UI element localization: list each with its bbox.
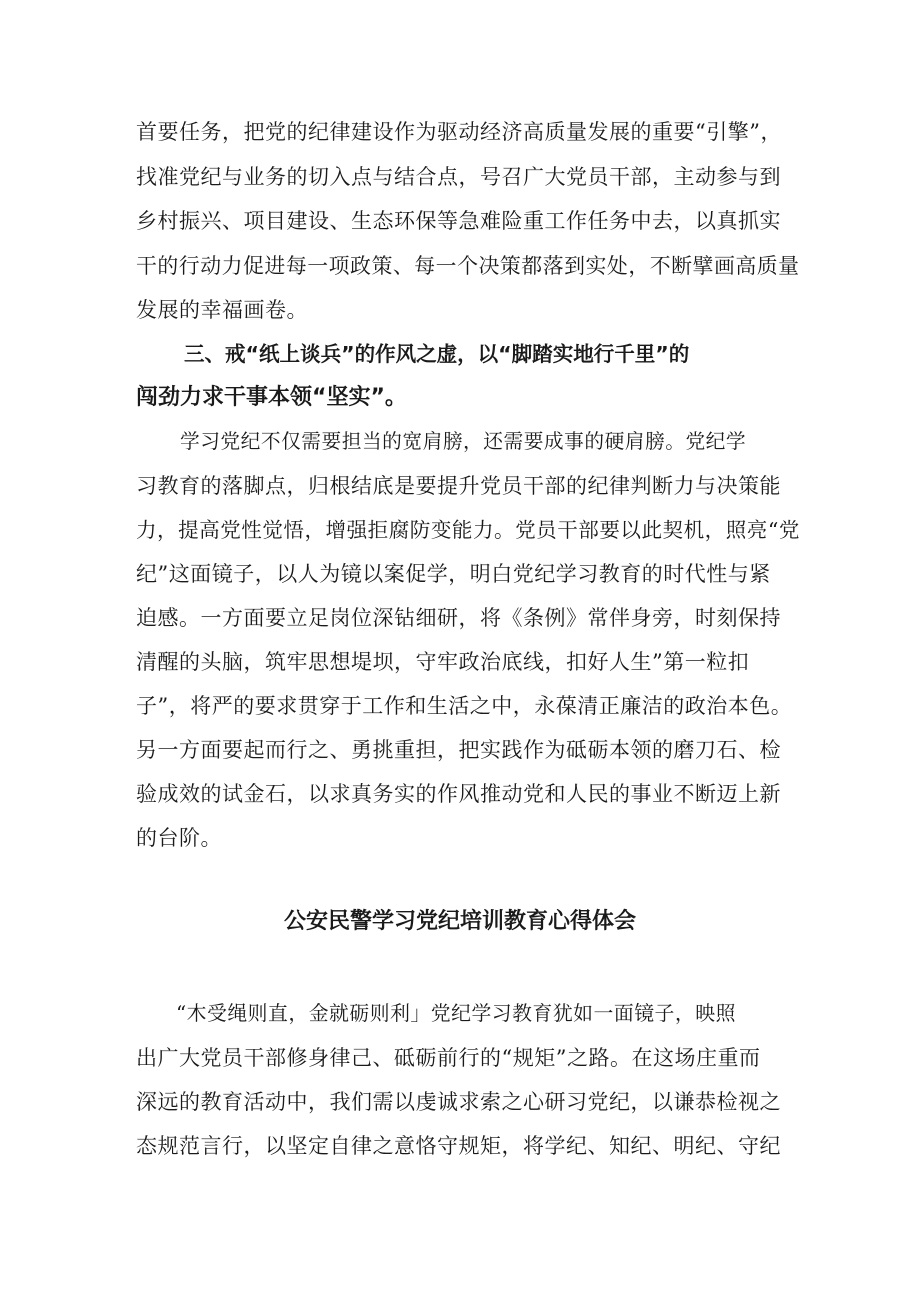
para2-line-1: 学习党纪不仅需要担当的宽肩膀，还需要成事的硬肩膀。党纪学 bbox=[180, 430, 747, 453]
para3-line-1: “木受绳则直，金就砺则利」党纪学习教育犹如一面镜子，映照 bbox=[176, 1002, 736, 1025]
para2-line-7: 子”，将严的要求贯穿于工作和生活之中，永葆清正廉洁的政治本色。 bbox=[136, 694, 793, 718]
para2-line-8: 另一方面要起而行之、勇挑重担，把实践作为砥砺本领的磨刀石、检 bbox=[136, 738, 781, 762]
section-heading-line-1: 三、戒“纸上谈兵”的作风之虚，以“脚踏实地行千里”的 bbox=[184, 342, 690, 366]
para1-line-2: 找准党纪与业务的切入点与结合点，号召广大党员干部，主动参与到 bbox=[136, 165, 781, 189]
section-heading-line-2: 闯劲力求干事本领“坚实”。 bbox=[136, 385, 407, 410]
para1-line-4: 干的行动力促进每一项政策、每一个决策都落到实处，不断擘画高质量 bbox=[136, 254, 800, 278]
para1-line-1: 首要任务，把党的纪律建设作为驱动经济高质量发展的重要“引擎”， bbox=[136, 120, 782, 144]
section-title: 公安民警学习党纪培训教育心得体会 bbox=[283, 909, 636, 934]
para2-line-2: 习教育的落脚点，归根结底是要提升党员干部的纪律判断力与决策能 bbox=[136, 474, 781, 498]
para2-line-5: 迫感。一方面要立足岗位深钻细研，将《条例》常伴身旁，时刻保持 bbox=[136, 606, 781, 630]
para2-line-3: 力，提高党性觉悟，增强拒腐防变能力。党员干部要以此契机，照亮“党 bbox=[136, 518, 800, 542]
para3-line-2: 出广大党员干部修身律己、砥砺前行的“规矩”之路。在这场庄重而 bbox=[136, 1046, 761, 1070]
para3-line-3: 深远的教育活动中，我们需以虔诚求索之心研习党纪，以谦恭检视之 bbox=[136, 1090, 781, 1114]
para2-line-10: 的台阶。 bbox=[136, 826, 222, 850]
para3-line-4: 态规范言行，以坚定自律之意恪守规矩，将学纪、知纪、明纪、守纪 bbox=[136, 1134, 781, 1158]
para2-line-4: 纪”这面镜子，以人为镜以案促学，明白党纪学习教育的时代性与紧 bbox=[136, 562, 771, 586]
para1-line-5: 发展的幸福画卷。 bbox=[136, 298, 308, 322]
para2-line-6: 清醒的头脑，筑牢思想堤坝，守牢政治底线，扣好人生”第一粒扣 bbox=[136, 650, 750, 674]
para2-line-9: 验成效的试金石，以求真务实的作风推动党和人民的事业不断迈上新 bbox=[136, 782, 781, 806]
para1-line-3: 乡村振兴、项目建设、生态环保等急难险重工作任务中去，以真抓实 bbox=[136, 209, 781, 233]
